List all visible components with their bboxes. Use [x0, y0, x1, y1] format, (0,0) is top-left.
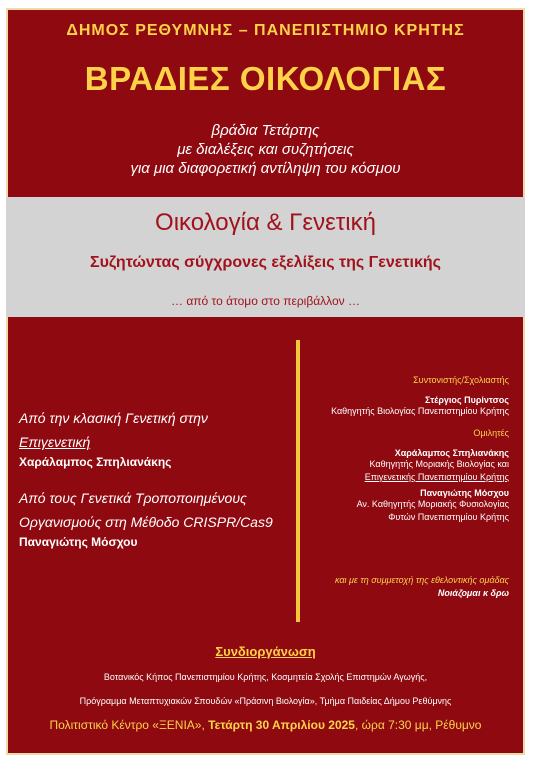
talk-title-line: Επιγενετική — [19, 434, 91, 450]
talk-item — [19, 486, 289, 549]
talk-item — [19, 406, 289, 469]
feature-band — [6, 197, 525, 317]
main-title: ΒΡΑΔΙΕΣ ΟΙΚΟΛΟΓΙΑΣ — [84, 60, 447, 97]
moderator-affiliation: Καθηγητής Βιολογίας Πανεπιστημίου Κρήτης — [331, 406, 509, 416]
participation-text: και με τη συμμετοχή της εθελοντικής ομάδας — [334, 575, 509, 585]
event-details — [8, 718, 523, 732]
series-description-line: με διαλέξεις και συζητήσεις — [177, 141, 354, 158]
talk-speaker: Παναγιώτης Μόσχου — [19, 535, 138, 549]
speaker-name: Χαράλαμπος Σπηλιανάκης — [394, 448, 509, 458]
moderator-name: Στέργιος Πυρίντσος — [425, 395, 509, 405]
moderator-label: Συντονιστής/Σχολιαστής — [413, 375, 509, 385]
speaker-affiliation — [279, 471, 509, 484]
series-description — [8, 121, 523, 178]
speaker-affiliation-text: Επιγενετικής Πανεπιστημίου Κρήτης — [364, 472, 509, 482]
event-date: Τετάρτη 30 Απριλίου 2025 — [208, 718, 355, 732]
series-description-line: για μια διαφορετική αντίληψη του κόσμου — [130, 160, 401, 177]
speaker-affiliation: Καθηγητής Μοριακής Βιολογίας και — [369, 459, 509, 469]
talks-list — [19, 406, 289, 549]
volunteer-group-name: Νοιάζομαι κ δρω — [437, 588, 509, 598]
speaker-affiliation: Αν. Καθηγητής Μοριακής Φυσιολογίας — [356, 499, 509, 509]
talk-title-line: Από την κλασική Γενετική στην — [19, 410, 208, 426]
series-description-line: βράδια Τετάρτης — [211, 122, 320, 139]
panel-info — [279, 375, 509, 524]
speaker-name: Παναγιώτης Μόσχου — [420, 488, 509, 498]
talk-speaker: Χαράλαμπος Σπηλιανάκης — [19, 455, 172, 469]
organizers-header: ΔΗΜΟΣ ΡΕΘΥΜΝΗΣ – ΠΑΝΕΠΙΣΤΗΜΙΟ ΚΡΗΤΗΣ — [66, 22, 465, 39]
coorganization-line: Πρόγραμμα Μεταπτυχιακών Σπουδών «Πράσινη Βιολογία», Τμήμα Παιδείας Δήμου Ρεθύμνης — [79, 696, 452, 706]
poster — [6, 8, 525, 755]
feature-title: Οικολογία & Γενετική — [155, 209, 376, 236]
talk-title-line: Από τους Γενετικά Τροποποιημένους — [19, 490, 247, 506]
coorganization-line: Βοτανικός Κήπος Πανεπιστημίου Κρήτης, Κοσμητεία Σχολής Επιστημών Αγωγής, — [103, 672, 428, 682]
coorganization-title: Συνδιοργάνωση — [215, 644, 316, 659]
talk-title — [19, 486, 289, 534]
talk-title-line: Οργανισμούς στη Μέθοδο CRISPR/Cas9 — [19, 514, 273, 530]
volunteer-participation — [269, 575, 509, 598]
speakers-label: Ομιλητές — [473, 428, 509, 438]
event-venue: Πολιτιστικό Κέντρο «ΞΕΝΙΑ», — [49, 718, 209, 732]
talk-title — [19, 406, 289, 454]
speaker-affiliation: Φυτών Πανεπιστημίου Κρήτης — [388, 512, 509, 522]
event-time-place: , ώρα 7:30 μμ, Ρέθυμνο — [354, 718, 482, 732]
feature-tagline: … από το άτομο στο περιβάλλον … — [170, 294, 360, 308]
feature-subtitle: Συζητώντας σύγχρονες εξελίξεις της Γενετικής — [90, 254, 441, 271]
